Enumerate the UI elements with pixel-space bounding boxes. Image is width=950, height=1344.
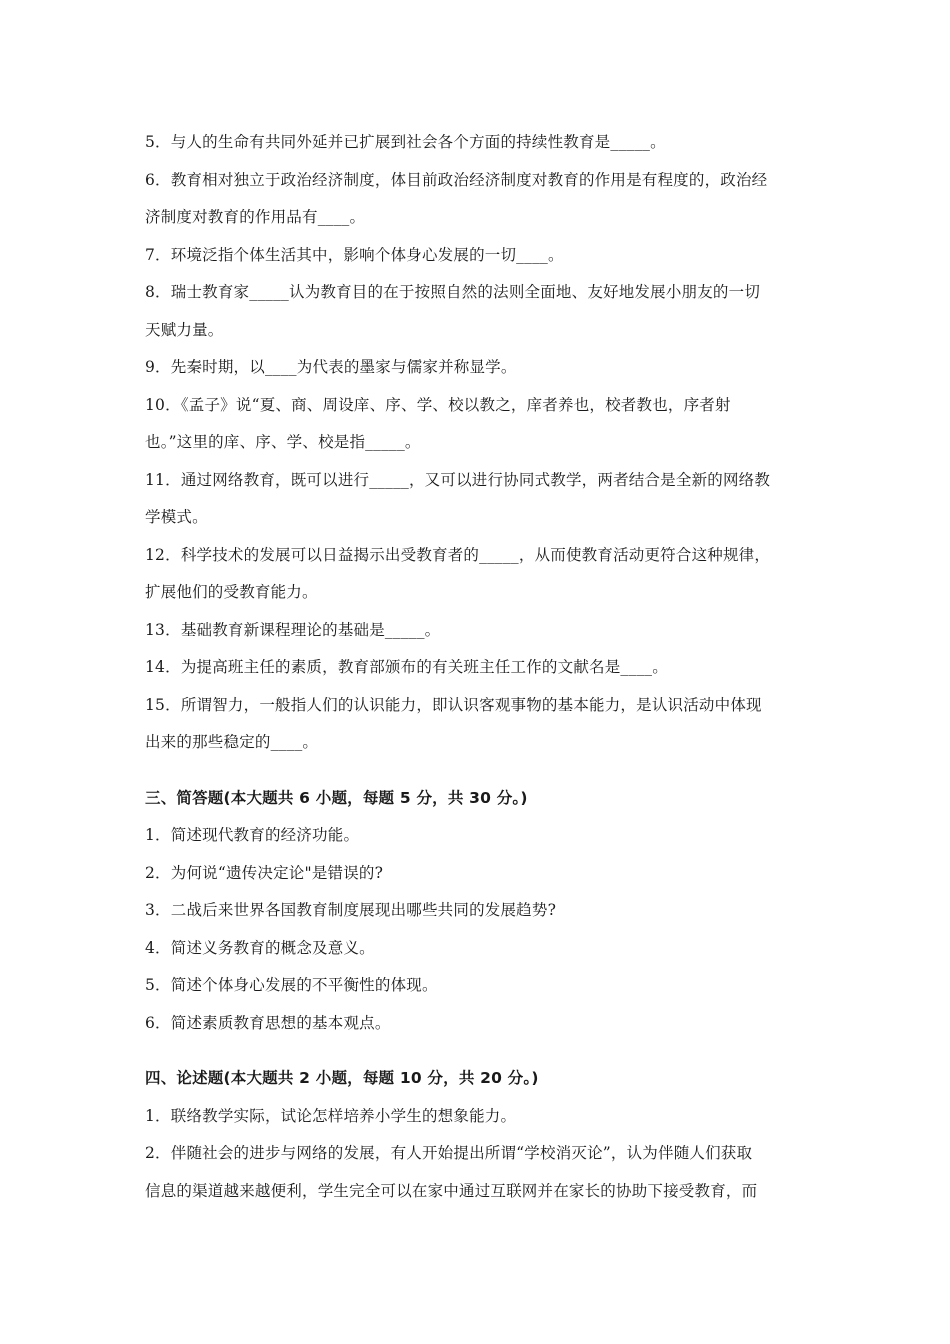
question-7 [145, 237, 810, 275]
short-answer-item: 6．简述素质教育思想的基本观点。 [145, 1013, 391, 1032]
question-line: 8．瑞士教育家_____认为教育目的在于按照自然的法则全面地、友好地发展小朋友的一切 [145, 283, 761, 301]
question-line: 出来的那些稳定的____。 [145, 733, 319, 751]
question-8 [145, 274, 810, 349]
question-line: 7．环境泛指个体生活其中，影响个体身心发展的一切____。 [145, 245, 564, 264]
question-line: 14．为提高班主任的素质，教育部颁布的有关班主任工作的文献名是____。 [145, 658, 668, 676]
question-9 [145, 349, 810, 387]
question-line: 10．《孟子》说“夏、商、周设庠、序、学、校以教之，庠者养也，校者教也，序者射 [145, 395, 731, 414]
question-line: 6．教育相对独立于政治经济制度，体目前政治经济制度对教育的作用是有程度的，政治经 [145, 170, 768, 189]
question-line: 12．科学技术的发展可以日益揭示出受教育者的_____，从而使教育活动更符合这种规律， [145, 545, 771, 564]
question-line: 9．先秦时期，以____为代表的墨家与儒家并称显学。 [145, 358, 517, 376]
short-answer-item: 5．简述个体身心发展的不平衡性的体现。 [145, 976, 438, 994]
essay-line: 信息的渠道越来越便利，学生完全可以在家中通过互联网并在家长的协助下接受教育，而 [145, 1181, 758, 1200]
short-answer-item: 2．为何说“遗传决定论"是错误的? [145, 863, 384, 882]
short-answer-item: 3．二战后来世界各国教育制度展现出哪些共同的发展趋势? [145, 901, 557, 919]
question-15 [145, 687, 810, 762]
section-essay [145, 1060, 810, 1210]
question-13 [145, 612, 810, 650]
question-line: 11．通过网络教育，既可以进行_____，又可以进行协同式教学，两者结合是全新的网络教 [145, 470, 771, 489]
short-answer-item: 4．简述义务教育的概念及意义。 [145, 938, 375, 957]
fill-blank-list [145, 124, 810, 762]
question-line: 济制度对教育的作用品有____。 [145, 208, 366, 226]
question-line: 学模式。 [145, 508, 208, 526]
question-line: 扩展他们的受教育能力。 [145, 583, 318, 601]
essay-line: 1．联络教学实际，试论怎样培养小学生的想象能力。 [145, 1106, 517, 1125]
question-12 [145, 537, 810, 612]
question-line: 天赋力量。 [145, 320, 224, 339]
section-spacer [145, 762, 810, 780]
short-answer-item: 1．简述现代教育的经济功能。 [145, 826, 360, 844]
question-10 [145, 387, 810, 462]
essay-item-2 [145, 1135, 810, 1210]
essay-line: 2．伴随社会的进步与网络的发展，有人开始提出所谓“学校消灭论”，认为伴随人们获取 [145, 1144, 753, 1162]
question-6 [145, 162, 810, 237]
question-line: 也。”这里的庠、序、学、校是指_____。 [145, 433, 421, 451]
question-14 [145, 649, 810, 687]
document-page [145, 124, 810, 1210]
question-11 [145, 462, 810, 537]
question-5 [145, 124, 810, 162]
question-line: 5．与人的生命有共同外延并已扩展到社会各个方面的持续性教育是_____。 [145, 133, 666, 151]
question-line: 13．基础教育新课程理论的基础是_____。 [145, 620, 441, 639]
question-line: 15．所谓智力，一般指人们的认识能力，即认识客观事物的基本能力，是认识活动中体现 [145, 695, 762, 714]
section-heading: 三、简答题(本大题共 6 小题，每题 5 分，共 30 分。) [145, 788, 528, 807]
section-heading: 四、论述题(本大题共 2 小题，每题 10 分，共 20 分。) [145, 1069, 539, 1087]
essay-item-1 [145, 1098, 810, 1136]
section-short-answer [145, 780, 810, 1043]
section-spacer [145, 1042, 810, 1060]
